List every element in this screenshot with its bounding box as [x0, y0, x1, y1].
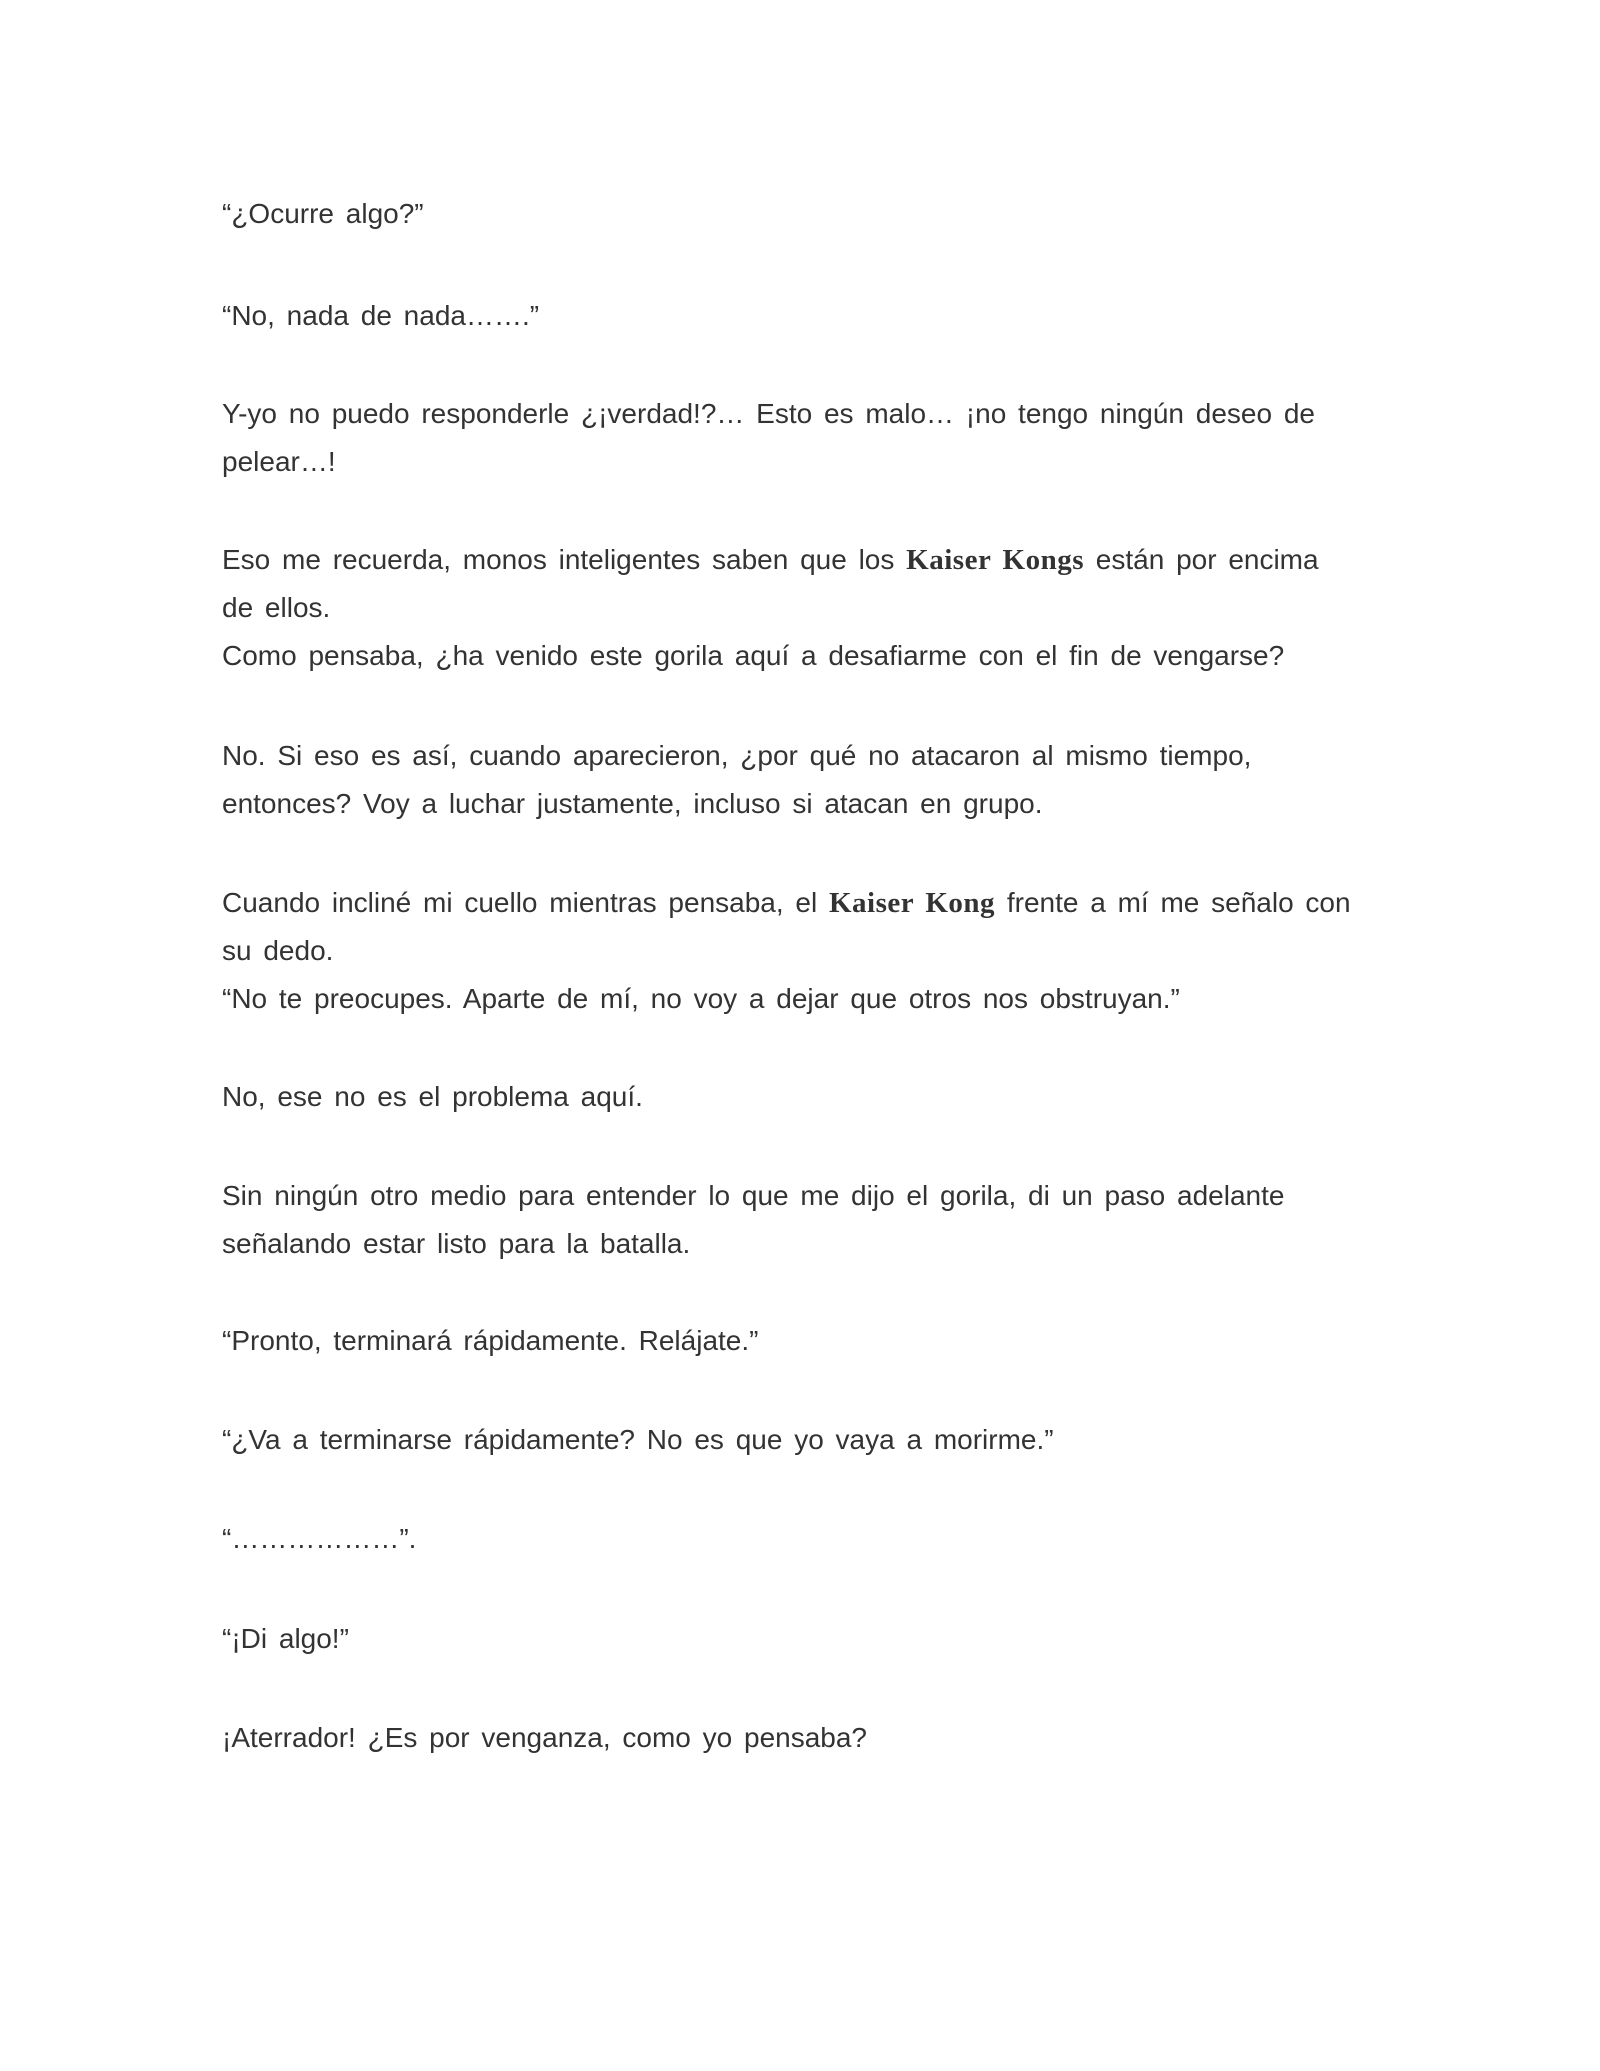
text-line [222, 190, 1372, 238]
text-line [222, 975, 1372, 1023]
paragraph-10 [222, 1416, 1372, 1464]
text-run: de ellos. [222, 592, 331, 623]
text-line [222, 1515, 1372, 1563]
text-run: frente a mí me señalo con [995, 887, 1351, 918]
text-line [222, 390, 1372, 438]
text-line [222, 1073, 1372, 1121]
text-line [222, 1172, 1372, 1220]
text-run: Eso me recuerda, monos inteligentes saben que los [222, 544, 907, 575]
kaiser-kong-term: Kaiser Kong [829, 887, 996, 919]
text-run: su dedo. [222, 935, 334, 966]
text-line [222, 438, 1372, 486]
paragraph-2 [222, 292, 1372, 340]
paragraph-7 [222, 1073, 1372, 1121]
text-run: entonces? Voy a luchar justamente, incluso si atacan en grupo. [222, 788, 1043, 819]
text-line [222, 780, 1372, 828]
paragraph-8 [222, 1172, 1372, 1268]
text-line [222, 536, 1372, 584]
text-run: Cuando incliné mi cuello mientras pensaba, el [222, 887, 829, 918]
text-run: Sin ningún otro medio para entender lo que me dijo el gorila, di un paso adelante [222, 1180, 1285, 1211]
text-line [222, 1714, 1372, 1762]
text-line [222, 1220, 1372, 1268]
text-run: Como pensaba, ¿ha venido este gorila aquí a desafiarme con el fin de vengarse? [222, 640, 1285, 671]
text-run: “¿Ocurre algo?” [222, 198, 424, 229]
paragraph-12 [222, 1615, 1372, 1663]
text-run: “¿Va a terminarse rápidamente? No es que yo vaya a morirme.” [222, 1424, 1054, 1455]
text-line [222, 879, 1372, 927]
paragraph-4 [222, 536, 1372, 680]
text-line [222, 1317, 1372, 1365]
text-run: “No te preocupes. Aparte de mí, no voy a dejar que otros nos obstruyan.” [222, 983, 1180, 1014]
text-line [222, 292, 1372, 340]
text-line [222, 1615, 1372, 1663]
text-run: “………………”. [222, 1523, 417, 1554]
text-line [222, 1416, 1372, 1464]
paragraph-11 [222, 1515, 1372, 1563]
text-run: “No, nada de nada…….” [222, 300, 540, 331]
paragraph-6 [222, 879, 1372, 1023]
text-run: No, ese no es el problema aquí. [222, 1081, 643, 1112]
paragraph-5 [222, 732, 1372, 828]
text-line [222, 732, 1372, 780]
text-line [222, 584, 1372, 632]
text-run: están por encima [1084, 544, 1319, 575]
text-run: señalando estar listo para la batalla. [222, 1228, 691, 1259]
paragraph-13 [222, 1714, 1372, 1762]
text-run: “¡Di algo!” [222, 1623, 349, 1654]
text-run: No. Si eso es así, cuando aparecieron, ¿por qué no atacaron al mismo tiempo, [222, 740, 1252, 771]
paragraph-3 [222, 390, 1372, 486]
paragraph-9 [222, 1317, 1372, 1365]
text-run: pelear…! [222, 446, 336, 477]
paragraph-1 [222, 190, 1372, 238]
text-run: Y-yo no puedo responderle ¿¡verdad!?… Esto es malo… ¡no tengo ningún deseo de [222, 398, 1315, 429]
text-line [222, 632, 1372, 680]
kaiser-kongs-term: Kaiser Kongs [906, 544, 1085, 576]
text-run: “Pronto, terminará rápidamente. Relájate.” [222, 1325, 759, 1356]
text-line [222, 927, 1372, 975]
text-run: ¡Aterrador! ¿Es por venganza, como yo pensaba? [222, 1722, 868, 1753]
